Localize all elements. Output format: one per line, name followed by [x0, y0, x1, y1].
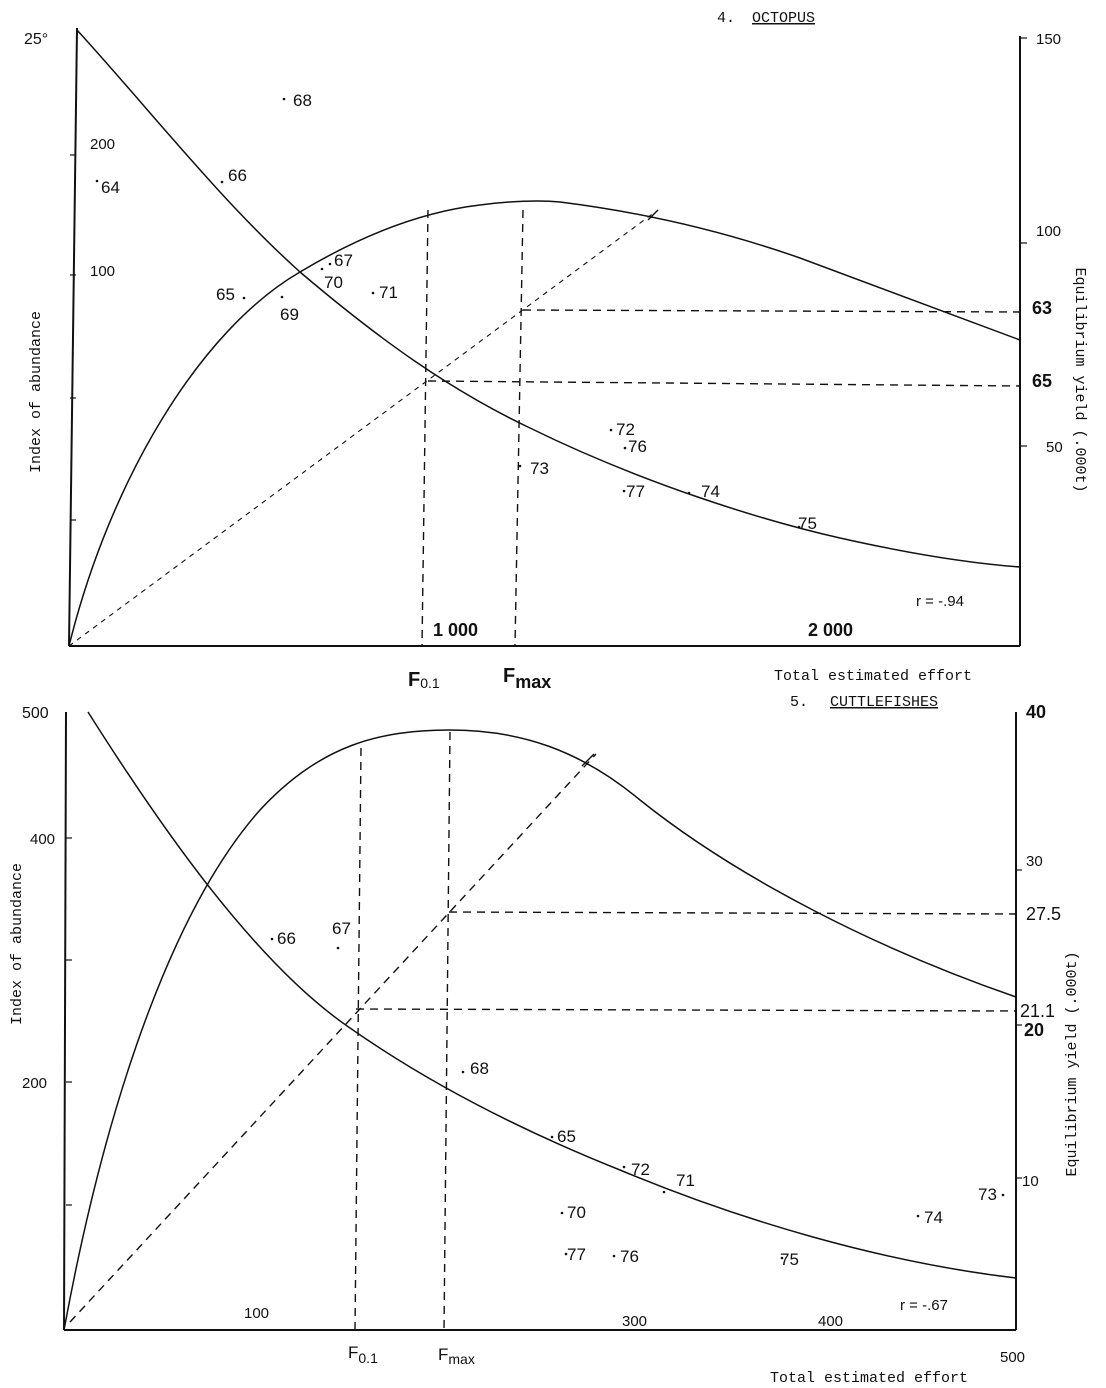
left-axis [64, 712, 66, 1330]
data-point [663, 1191, 666, 1194]
chart-title: OCTOPUS [752, 10, 816, 27]
point-label: 77 [567, 1245, 586, 1264]
left-tick-label: 500 [22, 705, 49, 722]
point-label: 66 [228, 166, 247, 185]
point-label: 67 [332, 919, 351, 938]
data-point [329, 263, 332, 266]
f01-line [355, 748, 361, 1330]
f01-yield-line [356, 1009, 1016, 1011]
correlation-label: r = -.94 [916, 593, 964, 610]
right-tick-label: 100 [1036, 223, 1062, 240]
point-label: 72 [616, 420, 635, 439]
point-label: 68 [470, 1059, 489, 1078]
data-point [610, 429, 613, 432]
x-tick-label: 2 000 [808, 620, 854, 640]
fmax-line [444, 732, 450, 1330]
f01-line [422, 210, 428, 646]
point-label: 67 [334, 251, 353, 270]
right-tick-label: 20 [1024, 1020, 1045, 1040]
point-label: 65 [216, 285, 235, 304]
correlation-label: r = -.67 [900, 1297, 948, 1314]
left-tick-label: 200 [90, 136, 116, 153]
abundance-curve [88, 712, 1016, 1278]
x-tick-label: 1 000 [433, 620, 479, 640]
yield-label-fmax: 63 [1032, 298, 1053, 318]
data-point [321, 268, 324, 271]
data-point [917, 1215, 920, 1218]
point-label: 65 [557, 1127, 576, 1146]
yield-label-fmax: 27.5 [1026, 904, 1062, 924]
point-label: 74 [701, 482, 720, 501]
point-label: 75 [798, 514, 817, 533]
chart-title: CUTTLEFISHES [830, 694, 939, 711]
left-axis-top-label: 25° [24, 31, 49, 48]
data-point [221, 181, 224, 184]
data-point [337, 947, 340, 950]
point-label: 69 [280, 305, 299, 324]
data-points [96, 91, 817, 533]
point-label: 71 [676, 1171, 695, 1190]
right-tick-label: 40 [1026, 702, 1047, 722]
data-points [271, 919, 1005, 1269]
left-tick-label: 100 [90, 263, 116, 280]
data-point [281, 296, 284, 299]
data-point [551, 1136, 554, 1139]
data-point [623, 1166, 626, 1169]
fmax-label: Fmax [503, 665, 552, 692]
data-point [243, 297, 246, 300]
data-point [613, 1255, 616, 1258]
yield-label-f01: 21.1 [1020, 1001, 1056, 1021]
origin-ray [70, 754, 596, 1322]
x-axis-label: Total estimated effort [774, 668, 973, 685]
right-tick-label: 10 [1022, 1173, 1039, 1190]
data-point [623, 490, 626, 493]
right-tick-label: 150 [1036, 31, 1062, 48]
fmax-yield-line [523, 310, 1020, 312]
left-tick-label: 200 [22, 1075, 48, 1092]
x-tick-label: 300 [622, 1313, 648, 1330]
x-tick-label: 500 [1000, 1349, 1026, 1366]
y-axis-label: Index of abundance [9, 862, 26, 1026]
data-point [372, 292, 375, 295]
right-tick-label: 50 [1046, 439, 1063, 456]
point-label: 68 [293, 91, 312, 110]
chart-number: 4. [717, 10, 736, 27]
chart-number: 5. [790, 694, 809, 711]
data-point [1002, 1194, 1005, 1197]
data-point [561, 1212, 564, 1215]
point-label: 72 [631, 1160, 650, 1179]
point-label: 71 [379, 283, 398, 302]
fmax-label: $F_{max}$ [438, 1345, 475, 1367]
point-label: 76 [628, 437, 647, 456]
yield-curve [64, 730, 1016, 1330]
x-tick-label: 100 [244, 1305, 270, 1322]
point-label: 73 [978, 1185, 997, 1204]
x-axis-label: Total estimated effort [770, 1370, 969, 1387]
yield-curve [69, 201, 1020, 646]
data-point [271, 938, 274, 941]
data-point [96, 180, 99, 183]
yield-label-f01: 65 [1032, 371, 1053, 391]
point-label: 74 [924, 1208, 943, 1227]
data-point [462, 1071, 465, 1074]
y2-axis-label: Equilibrium yield (.000t) [1064, 951, 1081, 1177]
fmax-yield-line [449, 912, 1016, 914]
data-point [519, 465, 522, 468]
chart-cuttlefishes [9, 694, 1081, 1387]
point-label: 64 [101, 178, 120, 197]
fmax-line [515, 210, 523, 646]
point-label: 70 [324, 273, 343, 292]
y2-axis-label: Equilibrium yield (.000t) [1071, 267, 1088, 493]
left-tick-label: 400 [30, 831, 56, 848]
data-point [688, 492, 691, 495]
point-label: 70 [567, 1203, 586, 1222]
point-label: 77 [626, 482, 645, 501]
f01-label: $F_{0.1}$ [348, 1343, 378, 1366]
left-axis [69, 28, 77, 646]
x-tick-label: 400 [818, 1313, 844, 1330]
f01-label: F0.1 [408, 669, 440, 691]
point-label: 73 [530, 459, 549, 478]
point-label: 76 [620, 1247, 639, 1266]
point-label: 75 [780, 1250, 799, 1269]
data-point [624, 447, 627, 450]
y-axis-label: Index of abundance [28, 310, 45, 474]
point-label: 66 [277, 929, 296, 948]
f01-yield-line [428, 381, 1020, 386]
data-point [283, 98, 286, 101]
chart-octopus [24, 10, 1088, 692]
right-tick-label: 30 [1026, 853, 1043, 870]
